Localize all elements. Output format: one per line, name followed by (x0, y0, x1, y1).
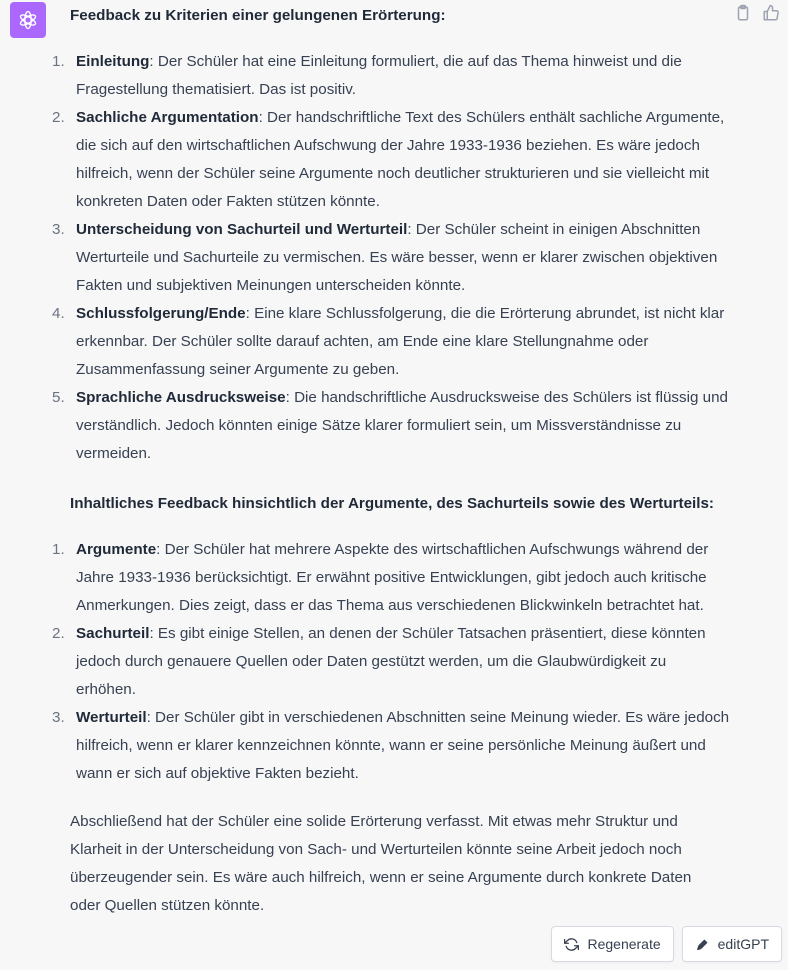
assistant-message (52, 0, 730, 935)
item-term: Werturteil (76, 709, 147, 726)
regenerate-label: Regenerate (587, 936, 661, 952)
section-heading-content: Inhaltliches Feedback hinsichtlich der Argumente, des Sachurteils sowie des Werturteils: (70, 495, 714, 512)
item-term: Schlussfolgerung/Ende (76, 305, 246, 322)
message-actions (734, 4, 780, 22)
item-text: : Der Schüler gibt in verschiedenen Abschnitten seine Meinung wieder. Es wäre jedoch hilfreich, wenn er klarer kennzeichnen könnte, wann er seine persönliche Meinung äußert und wann er sich auf objektive Fakten bezieht. (76, 709, 730, 782)
item-term: Sprachliche Ausdrucksweise (76, 389, 286, 406)
item-text: : Der handschriftliche Text des Schülers enthält sachliche Argumente, die sich auf den wirtschaftlichen Aufschwung der Jahre 1933-1936 beziehen. Es wäre jedoch hilfreich, wenn der Schüler seine Argumente noch deutlicher strukturieren und sie vielleicht mit konkreten Daten oder Fakten stützen könnte. (76, 109, 725, 210)
item-text: : Der Schüler hat mehrere Aspekte des wirtschaftlichen Aufschwungs während der Jahre 1933-1936 berücksichtigt. Er erwähnt positive Entwicklungen, gibt jedoch auch kritische Anmerkungen. Dies zeigt, dass er das Thema aus verschiedenen Blickwinkeln betrachtet hat. (76, 541, 709, 614)
editgpt-button[interactable] (682, 926, 782, 962)
list-item: 2. Sachurteil: Es gibt einige Stellen, an denen der Schüler Tatsachen präsentiert, diese könnten jedoch durch genauere Quellen oder Daten gestützt werden, um die Glaubwürdigkeit zu erhöhen. (52, 625, 706, 698)
list-item: 1. Argumente: Der Schüler hat mehrere Aspekte des wirtschaftlichen Aufschwungs während der Jahre 1933-1936 berücksichtigt. Er erwähnt positive Entwicklungen, gibt jedoch auch kritische Anmerkungen. Dies zeigt, dass er das Thema aus verschiedenen Blickwinkeln betrachtet hat. (52, 541, 709, 614)
item-text: : Die handschriftliche Ausdrucksweise des Schülers ist flüssig und verständlich. Jedoch könnten einige Sätze klarer formuliert sein, um Missverständnisse zu vermeiden. (76, 389, 728, 462)
bottom-action-bar (551, 926, 782, 962)
list-item: 2. Sachliche Argumentation: Der handschriftliche Text des Schülers enthält sachliche Argumente, die sich auf den wirtschaftlichen Aufschwung der Jahre 1933-1936 beziehen. Es wäre jedoch hilfreich, wenn der Schüler seine Argumente noch deutlicher strukturieren und sie vielleicht mit konkreten Daten oder Fakten stützen könnte. (52, 109, 725, 210)
editgpt-label: editGPT (717, 936, 769, 952)
list-item: 3. Werturteil: Der Schüler gibt in verschiedenen Abschnitten seine Meinung wieder. Es wäre jedoch hilfreich, wenn er klarer kennzeichnen könnte, wann er seine persönliche Meinung äußert und wann er sich auf objektive Fakten bezieht. (52, 709, 730, 782)
item-term: Sachliche Argumentation (76, 109, 259, 126)
section-heading-criteria: Feedback zu Kriterien einer gelungenen Erörterung: (70, 7, 446, 24)
list-item: 1. Einleitung: Der Schüler hat eine Einleitung formuliert, die auf das Thema hinweist und die Fragestellung thematisiert. Das ist positiv. (52, 53, 682, 98)
list-item: 5. Sprachliche Ausdrucksweise: Die handschriftliche Ausdrucksweise des Schülers ist flüssig und verständlich. Jedoch könnten einige Sätze klarer formuliert sein, um Missverständnisse zu vermeiden. (52, 389, 728, 462)
refresh-icon (564, 937, 579, 952)
item-text: : Der Schüler scheint in einigen Abschnitten Werturteile und Sachurteile zu vermischen. Es wäre besser, wenn er klarer zwischen objektiven Fakten und subjektiven Meinungen unterscheiden könnte. (76, 221, 718, 294)
item-term: Sachurteil (76, 625, 150, 642)
openai-logo-icon (16, 8, 40, 32)
pen-icon (695, 937, 710, 952)
list-item: 4. Schlussfolgerung/Ende: Eine klare Schlussfolgerung, die die Erörterung abrundet, ist nicht klar erkennbar. Der Schüler sollte darauf achten, am Ende eine klare Stellungnahme oder Zusammenfassung seiner Argumente zu geben. (52, 305, 725, 378)
item-text: : Es gibt einige Stellen, an denen der Schüler Tatsachen präsentiert, diese könnten jedoch durch genauere Quellen oder Daten gestützt werden, um die Glaubwürdigkeit zu erhöhen. (76, 625, 706, 698)
criteria-list (52, 48, 730, 468)
item-term: Unterscheidung von Sachurteil und Werturteil (76, 221, 408, 238)
item-term: Einleitung (76, 53, 150, 70)
regenerate-button[interactable] (551, 926, 673, 962)
item-term: Argumente (76, 541, 157, 558)
clipboard-icon[interactable] (734, 4, 752, 22)
assistant-avatar (10, 2, 46, 38)
item-text: : Der Schüler hat eine Einleitung formuliert, die auf das Thema hinweist und die Fragestellung thematisiert. Das ist positiv. (76, 53, 682, 98)
closing-paragraph: Abschließend hat der Schüler eine solide Erörterung verfasst. Mit etwas mehr Struktur und Klarheit in der Unterscheidung von Sach- und Werturteilen könnte seine Arbeit jedoch noch überzeugender sein. Es wäre auch hilfreich, wenn er seine Argumente durch konkrete Daten oder Quellen stützen könnte. (70, 813, 692, 914)
item-text: : Eine klare Schlussfolgerung, die die Erörterung abrundet, ist nicht klar erkennbar. Der Schüler sollte darauf achten, am Ende eine klare Stellungnahme oder Zusammenfassung seiner Argumente zu geben. (76, 305, 725, 378)
list-item: 3. Unterscheidung von Sachurteil und Werturteil: Der Schüler scheint in einigen Abschnitten Werturteile und Sachurteile zu vermischen. Es wäre besser, wenn er klarer zwischen objektiven Fakten und subjektiven Meinungen unterscheiden könnte. (52, 221, 718, 294)
content-feedback-list (52, 536, 730, 788)
thumbs-up-icon[interactable] (762, 4, 780, 22)
